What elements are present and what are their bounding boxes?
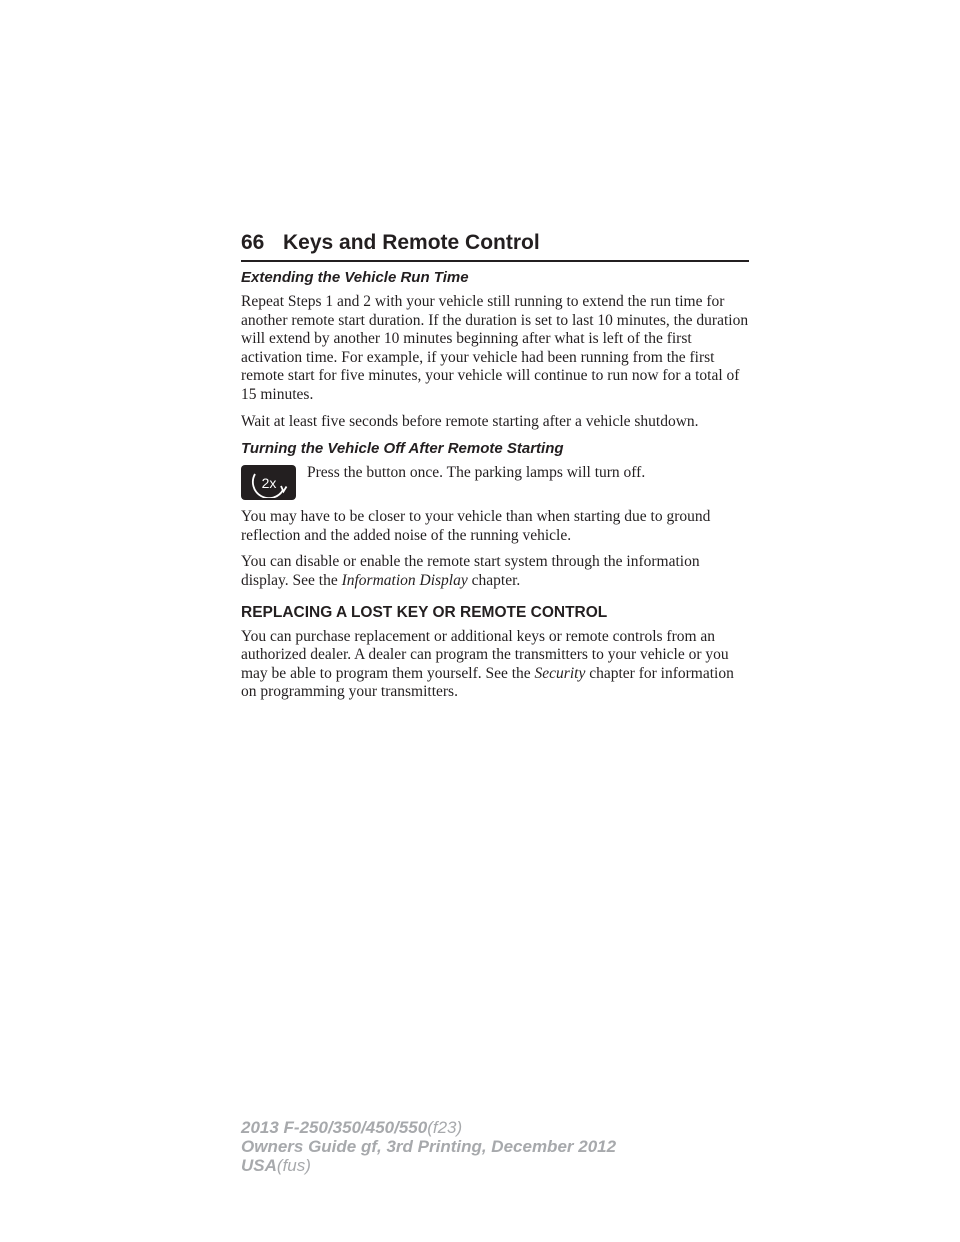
press-button-instruction: Press the button once. The parking lamps will turn off. bbox=[307, 464, 646, 482]
remote-start-2x-glyph bbox=[246, 468, 292, 498]
footer-market: USA bbox=[241, 1156, 277, 1175]
replacing-text-post: chapter for information on programming your transmitters. bbox=[241, 664, 734, 701]
extending-run-time-heading: Extending the Vehicle Run Time bbox=[241, 269, 469, 286]
replacing-key-heading: REPLACING A LOST KEY OR REMOTE CONTROL bbox=[241, 603, 608, 621]
footer-model-code: (f23) bbox=[427, 1118, 463, 1137]
page-number: 66 bbox=[241, 231, 265, 254]
closer-to-vehicle-paragraph: You may have to be closer to your vehicle than when starting due to ground reflection and the added noise of the running vehicle. bbox=[241, 508, 711, 544]
replacing-key-paragraph bbox=[241, 628, 751, 702]
page-header bbox=[241, 228, 749, 262]
remote-instruction-row bbox=[241, 464, 751, 500]
page-content bbox=[241, 268, 751, 710]
turning-off-heading: Turning the Vehicle Off After Remote Starting bbox=[241, 440, 564, 458]
footer-line-printing: Owners Guide gf, 3rd Printing, December 2012 bbox=[241, 1137, 617, 1156]
remote-start-2x-icon bbox=[241, 465, 296, 500]
disable-text-post: chapter. bbox=[467, 571, 521, 589]
disable-text-pre: You can disable or enable the remote start system through the information display. See the bbox=[241, 553, 700, 589]
footer-line-market bbox=[241, 1156, 616, 1175]
page-footer bbox=[241, 1118, 616, 1175]
wait-shutdown-paragraph: Wait at least five seconds before remote starting after a vehicle shutdown. bbox=[241, 412, 699, 430]
footer-line-model bbox=[241, 1118, 616, 1137]
information-display-reference: Information Display bbox=[341, 571, 468, 589]
replacing-text-pre: You can purchase replacement or additional keys or remote controls from an authorized dealer. A dealer can program the transmitters to your vehicle or you may be able to program them yourself. See the bbox=[241, 627, 729, 682]
extending-run-time-paragraph: Repeat Steps 1 and 2 with your vehicle still running to extend the run time for another remote start duration. If the duration is set to last 10 minutes, the duration will extend by another 10 minutes beginning after what is left of the first activation time. For example, if your vehicle had been running from the first remote start for five minutes, your vehicle will continue to run now for a total of 15 minutes. bbox=[241, 293, 749, 403]
remote-start-2x-label: 2x bbox=[261, 474, 276, 491]
security-reference: Security bbox=[534, 664, 586, 682]
chapter-title: Keys and Remote Control bbox=[283, 231, 540, 254]
disable-remote-start-paragraph bbox=[241, 553, 751, 590]
footer-model: 2013 F-250/350/450/550 bbox=[241, 1118, 428, 1137]
footer-market-code: (fus) bbox=[276, 1156, 311, 1175]
